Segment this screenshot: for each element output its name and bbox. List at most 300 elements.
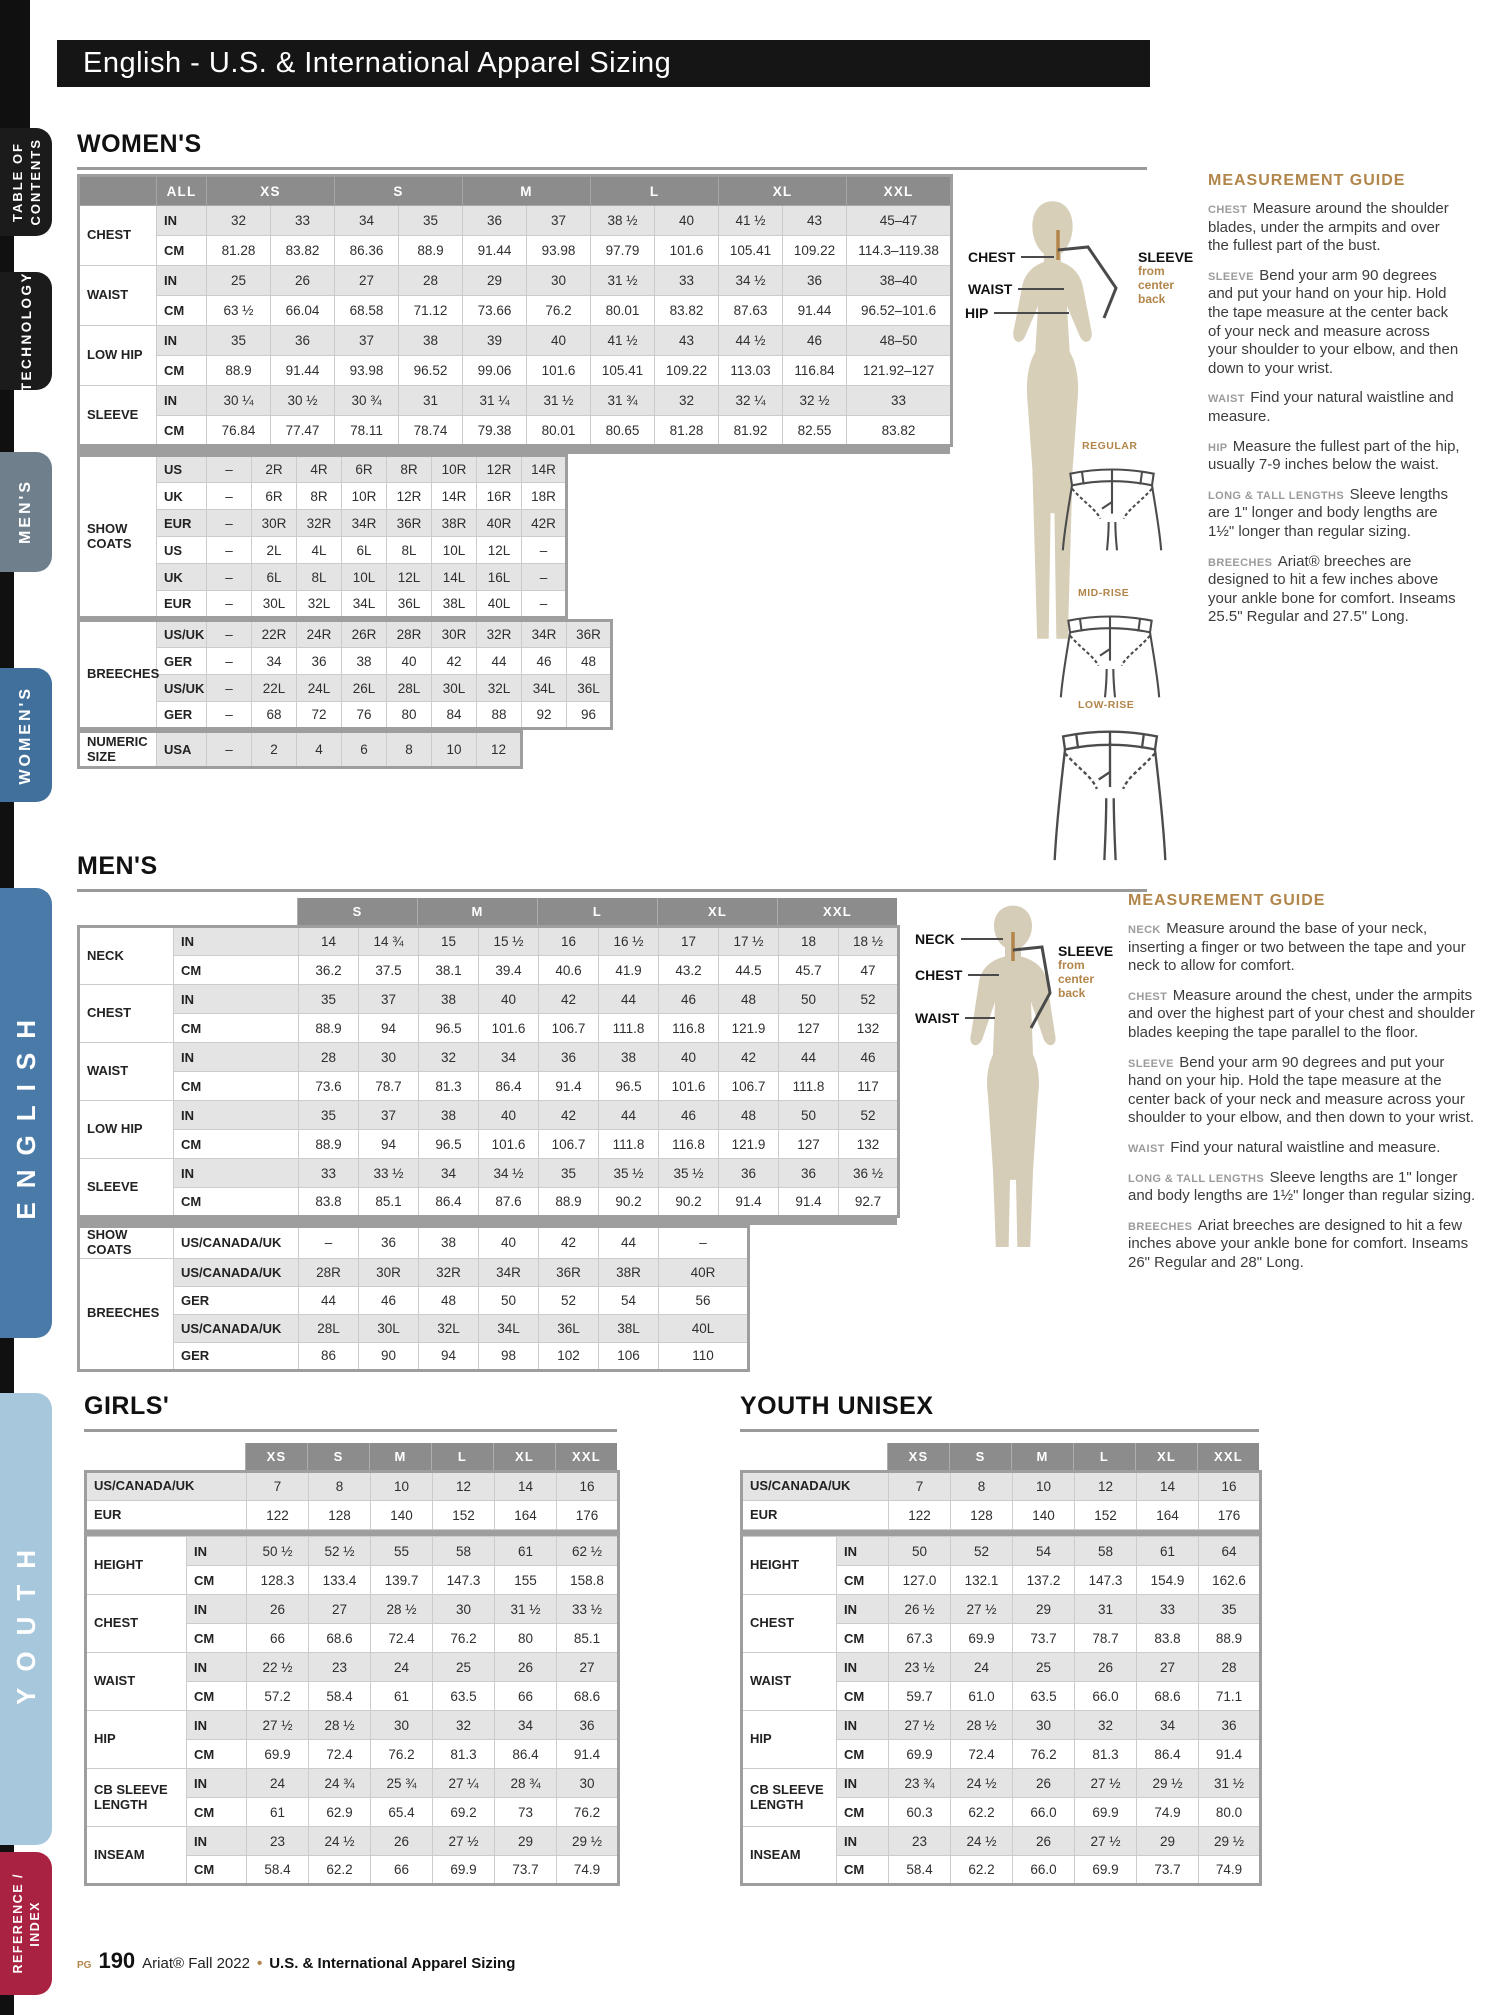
size-value: 27 ½ xyxy=(951,1595,1013,1624)
size-value: 38 xyxy=(599,1043,659,1072)
size-value: 116.84 xyxy=(783,356,847,386)
size-value: 34L xyxy=(479,1314,539,1342)
size-value: 12 xyxy=(1075,1472,1137,1501)
size-value: 88.9 xyxy=(539,1188,599,1217)
size-value: 77.47 xyxy=(271,416,335,446)
sidebar-tab-reference-index[interactable] xyxy=(0,1852,52,1995)
size-value: 81.28 xyxy=(207,236,271,266)
size-value: 26 xyxy=(247,1595,309,1624)
size-value: 66 xyxy=(371,1856,433,1885)
size-value: – xyxy=(207,483,252,510)
figure-label-neck xyxy=(915,931,1003,947)
size-value: 31 xyxy=(399,386,463,416)
size-value: 28 ½ xyxy=(371,1595,433,1624)
mens-main-table-grid xyxy=(77,925,900,1218)
size-value: 88.9 xyxy=(299,1014,359,1043)
size-value: 10R xyxy=(342,483,387,510)
size-column-header: L xyxy=(1073,1443,1135,1470)
table-row xyxy=(742,1595,1261,1624)
size-value: 61.0 xyxy=(951,1682,1013,1711)
unit-label: IN xyxy=(174,985,299,1014)
table-divider xyxy=(77,447,950,454)
size-value: 35 ½ xyxy=(599,1159,659,1188)
size-value: 111.8 xyxy=(599,1014,659,1043)
size-value: 61 xyxy=(1137,1537,1199,1566)
size-value: 27 ¼ xyxy=(433,1769,495,1798)
size-value: 67.3 xyxy=(889,1624,951,1653)
size-value: 24R xyxy=(297,621,342,648)
size-value: 6L xyxy=(252,564,297,591)
size-value: 83.82 xyxy=(271,236,335,266)
size-value: 41 ½ xyxy=(591,326,655,356)
size-value: 30 xyxy=(1013,1711,1075,1740)
size-value: 121.9 xyxy=(719,1014,779,1043)
size-value: 96.52 xyxy=(399,356,463,386)
size-value: 81.3 xyxy=(419,1072,479,1101)
table-row xyxy=(79,1227,749,1259)
unit-label: CM xyxy=(187,1566,247,1595)
size-value: 14 xyxy=(299,927,359,956)
unit-label: IN xyxy=(837,1653,889,1682)
size-value: 27 ½ xyxy=(1075,1769,1137,1798)
measurement-guide-title: MEASUREMENT GUIDE xyxy=(1128,892,1326,909)
womens-measurement-guide xyxy=(1208,172,1463,638)
size-value: 10 xyxy=(371,1472,433,1501)
size-value: 62 ½ xyxy=(557,1537,619,1566)
guide-paragraph: CHEST Measure around the chest, under the armpits and over the highest part of your chest and shoulder blades keeping the tape parallel to the floor. xyxy=(1128,986,1475,1041)
row-label: EUR xyxy=(86,1501,247,1530)
size-value: 133.4 xyxy=(309,1566,371,1595)
measurement-label: CB SLEEVE LENGTH xyxy=(86,1769,187,1827)
size-value: 37 xyxy=(335,326,399,356)
size-value: 88.9 xyxy=(299,1130,359,1159)
figure-label-text: NECK xyxy=(915,931,955,947)
regular-rise-pants-icon xyxy=(1048,452,1176,552)
size-value: 25 xyxy=(1013,1653,1075,1682)
size-value: 85.1 xyxy=(359,1188,419,1217)
size-value: 39 xyxy=(463,326,527,356)
size-value: 68.6 xyxy=(1137,1682,1199,1711)
size-column-header: XS xyxy=(887,1443,949,1470)
size-value: 36 xyxy=(539,1043,599,1072)
sidebar-tab-english[interactable] xyxy=(0,888,52,1338)
mens-size-table xyxy=(77,904,900,1372)
guide-term-label: BREECHES xyxy=(1128,1220,1196,1233)
figure-label-sleeve xyxy=(1058,944,1113,1001)
table-row xyxy=(79,206,952,236)
unit-label: IN xyxy=(174,1159,299,1188)
guide-term-label: SLEEVE xyxy=(1208,270,1258,283)
size-value: 176 xyxy=(557,1501,619,1530)
size-value: 48 xyxy=(419,1286,479,1314)
size-value: 26 xyxy=(1075,1653,1137,1682)
unit-label: UK xyxy=(157,564,207,591)
size-value: 62.2 xyxy=(951,1856,1013,1885)
size-value: 12L xyxy=(387,564,432,591)
unit-label: CM xyxy=(837,1856,889,1885)
figure-sublabel-text: from center back xyxy=(1058,958,1095,1000)
tab-label: ENGLISH xyxy=(10,1006,41,1220)
size-value: 86.4 xyxy=(479,1072,539,1101)
size-value: 91.4 xyxy=(719,1188,779,1217)
size-value: 121.92–127 xyxy=(847,356,952,386)
pants-label-regular: REGULAR xyxy=(1082,440,1138,452)
unit-label: US/CANADA/UK xyxy=(174,1258,299,1286)
size-value: 116.8 xyxy=(659,1130,719,1159)
size-value: 40 xyxy=(387,648,432,675)
size-value: 38R xyxy=(432,510,477,537)
size-value: 28 ½ xyxy=(309,1711,371,1740)
size-value: 12R xyxy=(387,483,432,510)
size-value: 40 xyxy=(527,326,591,356)
unit-label: CM xyxy=(157,296,207,326)
size-value: 18 xyxy=(779,927,839,956)
size-value: 58.4 xyxy=(309,1682,371,1711)
size-value: 31 ¾ xyxy=(591,386,655,416)
size-value: 164 xyxy=(495,1501,557,1530)
size-value: – xyxy=(522,564,567,591)
tab-label: INDEX xyxy=(27,1900,42,1947)
size-value: 7 xyxy=(889,1472,951,1501)
size-value: 61 xyxy=(495,1537,557,1566)
unit-label: GER xyxy=(174,1286,299,1314)
unit-label: IN xyxy=(187,1711,247,1740)
guide-term-label: WAIST xyxy=(1128,1142,1169,1155)
size-value: 90.2 xyxy=(599,1188,659,1217)
size-value: 22 ½ xyxy=(247,1653,309,1682)
girls-size-table xyxy=(84,1449,620,1886)
size-value: 8L xyxy=(297,564,342,591)
size-value: – xyxy=(207,564,252,591)
size-value: 16R xyxy=(477,483,522,510)
guide-term-label: NECK xyxy=(1128,924,1165,936)
table-row xyxy=(79,1342,749,1370)
size-value: 66.0 xyxy=(1013,1798,1075,1827)
figure-label-text: HIP xyxy=(965,305,989,321)
womens-showcoats-table-grid xyxy=(77,454,568,619)
size-value: 12 xyxy=(477,732,522,768)
size-value: 73 xyxy=(495,1798,557,1827)
unit-label: CM xyxy=(187,1624,247,1653)
size-value: 91.44 xyxy=(783,296,847,326)
section-rule xyxy=(740,1429,1259,1432)
size-value: – xyxy=(659,1227,749,1259)
size-value: 37 xyxy=(359,985,419,1014)
table-row xyxy=(79,416,952,446)
measurement-label: INSEAM xyxy=(742,1827,837,1885)
size-value: 30R xyxy=(252,510,297,537)
figure-label-text: WAIST xyxy=(915,1010,960,1026)
size-value: 44 xyxy=(599,985,659,1014)
size-value: 88.9 xyxy=(1199,1624,1261,1653)
size-value: 46 xyxy=(522,648,567,675)
size-column-header: L xyxy=(431,1443,493,1470)
size-value: 132 xyxy=(839,1130,899,1159)
size-value: 36 xyxy=(297,648,342,675)
size-value: 32 xyxy=(433,1711,495,1740)
measurement-label: SLEEVE xyxy=(79,386,157,446)
size-value: 74.9 xyxy=(1199,1856,1261,1885)
size-value: 23 xyxy=(247,1827,309,1856)
size-value: 27 xyxy=(309,1595,371,1624)
size-value: 12R xyxy=(477,456,522,483)
size-value: 34 xyxy=(1137,1711,1199,1740)
size-value: 111.8 xyxy=(779,1072,839,1101)
size-value: 50 xyxy=(779,1101,839,1130)
size-value: 30L xyxy=(252,591,297,618)
size-value: 42 xyxy=(432,648,477,675)
size-value: 23 ¾ xyxy=(889,1769,951,1798)
mens-measurement-guide xyxy=(1128,892,1478,1284)
sidebar-tab-technology[interactable] xyxy=(0,272,52,390)
size-value: 58 xyxy=(433,1537,495,1566)
size-value: 28 xyxy=(299,1043,359,1072)
tab-label: CONTENTS xyxy=(27,138,43,226)
unit-label: IN xyxy=(837,1827,889,1856)
sidebar-tab-womens[interactable] xyxy=(0,668,52,802)
size-value: 106 xyxy=(599,1342,659,1370)
unit-label: US/UK xyxy=(157,621,207,648)
size-value: 26 ½ xyxy=(889,1595,951,1624)
size-column-header: XXL xyxy=(777,898,897,925)
size-value: 52 xyxy=(839,985,899,1014)
size-value: 62.2 xyxy=(309,1856,371,1885)
size-value: 48 xyxy=(567,648,612,675)
size-value: 69.9 xyxy=(951,1624,1013,1653)
size-value: 34 xyxy=(479,1043,539,1072)
unit-label: IN xyxy=(187,1769,247,1798)
size-value: 35 xyxy=(299,985,359,1014)
size-value: 63 ½ xyxy=(207,296,271,326)
measurement-label: NUMERIC SIZE xyxy=(79,732,157,768)
unit-label: GER xyxy=(174,1342,299,1370)
size-value: 76.2 xyxy=(371,1740,433,1769)
size-value: 128.3 xyxy=(247,1566,309,1595)
size-value: 30R xyxy=(432,621,477,648)
size-value: 152 xyxy=(1075,1501,1137,1530)
size-value: 55 xyxy=(371,1537,433,1566)
size-value: 106.7 xyxy=(539,1130,599,1159)
size-value: 62.2 xyxy=(951,1798,1013,1827)
unit-label: US xyxy=(157,537,207,564)
size-value: 38 xyxy=(419,985,479,1014)
size-value: 46 xyxy=(659,985,719,1014)
size-value: 117 xyxy=(839,1072,899,1101)
size-value: 78.11 xyxy=(335,416,399,446)
size-value: 36R xyxy=(567,621,612,648)
unit-label: IN xyxy=(187,1827,247,1856)
section-heading-womens: WOMEN'S xyxy=(77,130,202,158)
size-column-header xyxy=(79,176,157,206)
size-value: 15 ½ xyxy=(479,927,539,956)
size-value: 101.6 xyxy=(659,1072,719,1101)
sidebar-tab-table-of-contents[interactable] xyxy=(0,128,52,236)
size-value: 74.9 xyxy=(1137,1798,1199,1827)
table-row xyxy=(742,1472,1261,1501)
size-value: 18 ½ xyxy=(839,927,899,956)
size-value: 91.44 xyxy=(271,356,335,386)
size-value: 29 ½ xyxy=(1199,1827,1261,1856)
size-value: 33 xyxy=(299,1159,359,1188)
size-value: 32L xyxy=(477,675,522,702)
size-value: 94 xyxy=(359,1130,419,1159)
size-value: 12L xyxy=(477,537,522,564)
footer-section-title: U.S. & International Apparel Sizing xyxy=(269,1955,516,1972)
size-value: 17 ½ xyxy=(719,927,779,956)
size-value: 60.3 xyxy=(889,1798,951,1827)
sidebar-tab-mens[interactable] xyxy=(0,452,52,572)
size-value: – xyxy=(207,732,252,768)
unit-label: CM xyxy=(174,1072,299,1101)
unit-label: IN xyxy=(187,1595,247,1624)
measurement-label: LOW HIP xyxy=(79,326,157,386)
measurement-label: CHEST xyxy=(79,985,174,1043)
table-row xyxy=(742,1501,1261,1530)
womens-showcoats-table xyxy=(77,454,953,619)
size-value: 27 ½ xyxy=(1075,1827,1137,1856)
size-value: 99.06 xyxy=(463,356,527,386)
size-value: 98 xyxy=(479,1342,539,1370)
table-row xyxy=(79,1043,899,1072)
womens-main-table xyxy=(77,174,953,447)
size-value: 44 xyxy=(779,1043,839,1072)
guide-term-label: CHEST xyxy=(1128,990,1171,1003)
figure-label-text: CHEST xyxy=(915,967,963,983)
table-row xyxy=(79,1286,749,1314)
table-row xyxy=(79,1188,899,1217)
size-value: 35 xyxy=(539,1159,599,1188)
size-value: 164 xyxy=(1137,1501,1199,1530)
size-column-header: XL xyxy=(1135,1443,1197,1470)
measurement-label: SHOW COATS xyxy=(79,456,157,618)
measurement-label: INSEAM xyxy=(86,1827,187,1885)
size-value: 26 xyxy=(1013,1827,1075,1856)
size-value: 50 xyxy=(479,1286,539,1314)
unit-label: CM xyxy=(174,1130,299,1159)
size-value: 66.0 xyxy=(1013,1856,1075,1885)
size-value: 50 xyxy=(779,985,839,1014)
guide-paragraph: BREECHES Ariat breeches are designed to hit a few inches above your ankle bone for comfort. Inseams 26" Regular and 28" Long. xyxy=(1128,1216,1469,1271)
mens-size-header-bar xyxy=(297,898,897,925)
unit-label: IN xyxy=(837,1595,889,1624)
size-value: 31 ¼ xyxy=(463,386,527,416)
size-value: 83.82 xyxy=(655,296,719,326)
unit-label: CM xyxy=(187,1740,247,1769)
measurement-label: WAIST xyxy=(86,1653,187,1711)
table-row xyxy=(79,386,952,416)
size-column-header: ALL xyxy=(157,176,207,206)
footer-bullet: • xyxy=(256,1955,263,1972)
size-value: 86.4 xyxy=(419,1188,479,1217)
measurement-label: WAIST xyxy=(742,1653,837,1711)
size-value: 36.2 xyxy=(299,956,359,985)
size-value: 10R xyxy=(432,456,477,483)
pointer-line xyxy=(961,938,1003,941)
size-value: 36 xyxy=(1199,1711,1261,1740)
size-value: 46 xyxy=(659,1101,719,1130)
size-value: 66.04 xyxy=(271,296,335,326)
size-value: 57.2 xyxy=(247,1682,309,1711)
size-value: 8L xyxy=(387,537,432,564)
size-value: 17 xyxy=(659,927,719,956)
size-value: 28L xyxy=(387,675,432,702)
section-heading-mens: MEN'S xyxy=(77,852,158,880)
size-value: 46 xyxy=(359,1286,419,1314)
size-value: 66.0 xyxy=(1075,1682,1137,1711)
size-value: 56 xyxy=(659,1286,749,1314)
size-value: 38 xyxy=(419,1101,479,1130)
size-value: 111.8 xyxy=(599,1130,659,1159)
guide-paragraph: BREECHES Ariat® breeches are designed to hit a few inches above your ankle bone for comfort. Inseams 25.5" Regular and 27.5" Long. xyxy=(1208,552,1456,626)
size-value: 109.22 xyxy=(783,236,847,266)
size-value: 73.6 xyxy=(299,1072,359,1101)
size-value: 26 xyxy=(371,1827,433,1856)
size-value: 23 xyxy=(309,1653,371,1682)
size-value: 154.9 xyxy=(1137,1566,1199,1595)
unit-label: CM xyxy=(187,1682,247,1711)
unit-label: CM xyxy=(157,416,207,446)
section-rule xyxy=(84,1429,617,1432)
size-value: 16 xyxy=(539,927,599,956)
size-column-header: XXL xyxy=(847,176,952,206)
size-column-header: S xyxy=(307,1443,369,1470)
measurement-guide-title: MEASUREMENT GUIDE xyxy=(1208,172,1406,189)
table-row xyxy=(79,1258,749,1286)
sidebar-tab-youth[interactable] xyxy=(0,1393,52,1845)
guide-term-label: LONG & TALL LENGTHS xyxy=(1128,1172,1268,1185)
table-row xyxy=(79,621,612,648)
size-value: 40 xyxy=(479,1227,539,1259)
size-value: 32 xyxy=(419,1043,479,1072)
youth-unisex-size-table xyxy=(740,1449,1262,1886)
size-value: 80.0 xyxy=(1199,1798,1261,1827)
size-value: 34R xyxy=(522,621,567,648)
size-value: 6L xyxy=(342,537,387,564)
figure-label-text: SLEEVE xyxy=(1058,943,1114,959)
size-value: 6R xyxy=(342,456,387,483)
youth-size-header-bar xyxy=(887,1443,1259,1470)
size-value: 52 xyxy=(951,1537,1013,1566)
size-value: 41 ½ xyxy=(719,206,783,236)
size-value: 58.4 xyxy=(889,1856,951,1885)
size-value: 42R xyxy=(522,510,567,537)
page-footer xyxy=(77,1948,515,1974)
size-value: 44 xyxy=(599,1101,659,1130)
size-value: 152 xyxy=(433,1501,495,1530)
table-row xyxy=(742,1711,1261,1740)
size-value: 73.7 xyxy=(495,1856,557,1885)
unit-label: CM xyxy=(157,356,207,386)
size-value: 48 xyxy=(719,985,779,1014)
size-value: 36R xyxy=(539,1258,599,1286)
size-value: 81.3 xyxy=(1075,1740,1137,1769)
size-value: 12 xyxy=(433,1472,495,1501)
size-value: 44 xyxy=(299,1286,359,1314)
size-value: 76 xyxy=(342,702,387,729)
size-value: 32R xyxy=(297,510,342,537)
size-value: 72.4 xyxy=(371,1624,433,1653)
size-value: 72 xyxy=(297,702,342,729)
unit-label: CM xyxy=(837,1798,889,1827)
row-label: US/CANADA/UK xyxy=(86,1472,247,1501)
size-value: 45.7 xyxy=(779,956,839,985)
size-value: 30 xyxy=(527,266,591,296)
size-column-header: M xyxy=(463,176,591,206)
size-value: 16 xyxy=(1199,1472,1261,1501)
mens-main-table xyxy=(77,925,900,1218)
size-value: 38L xyxy=(599,1314,659,1342)
unit-label: US/CANADA/UK xyxy=(174,1227,299,1259)
